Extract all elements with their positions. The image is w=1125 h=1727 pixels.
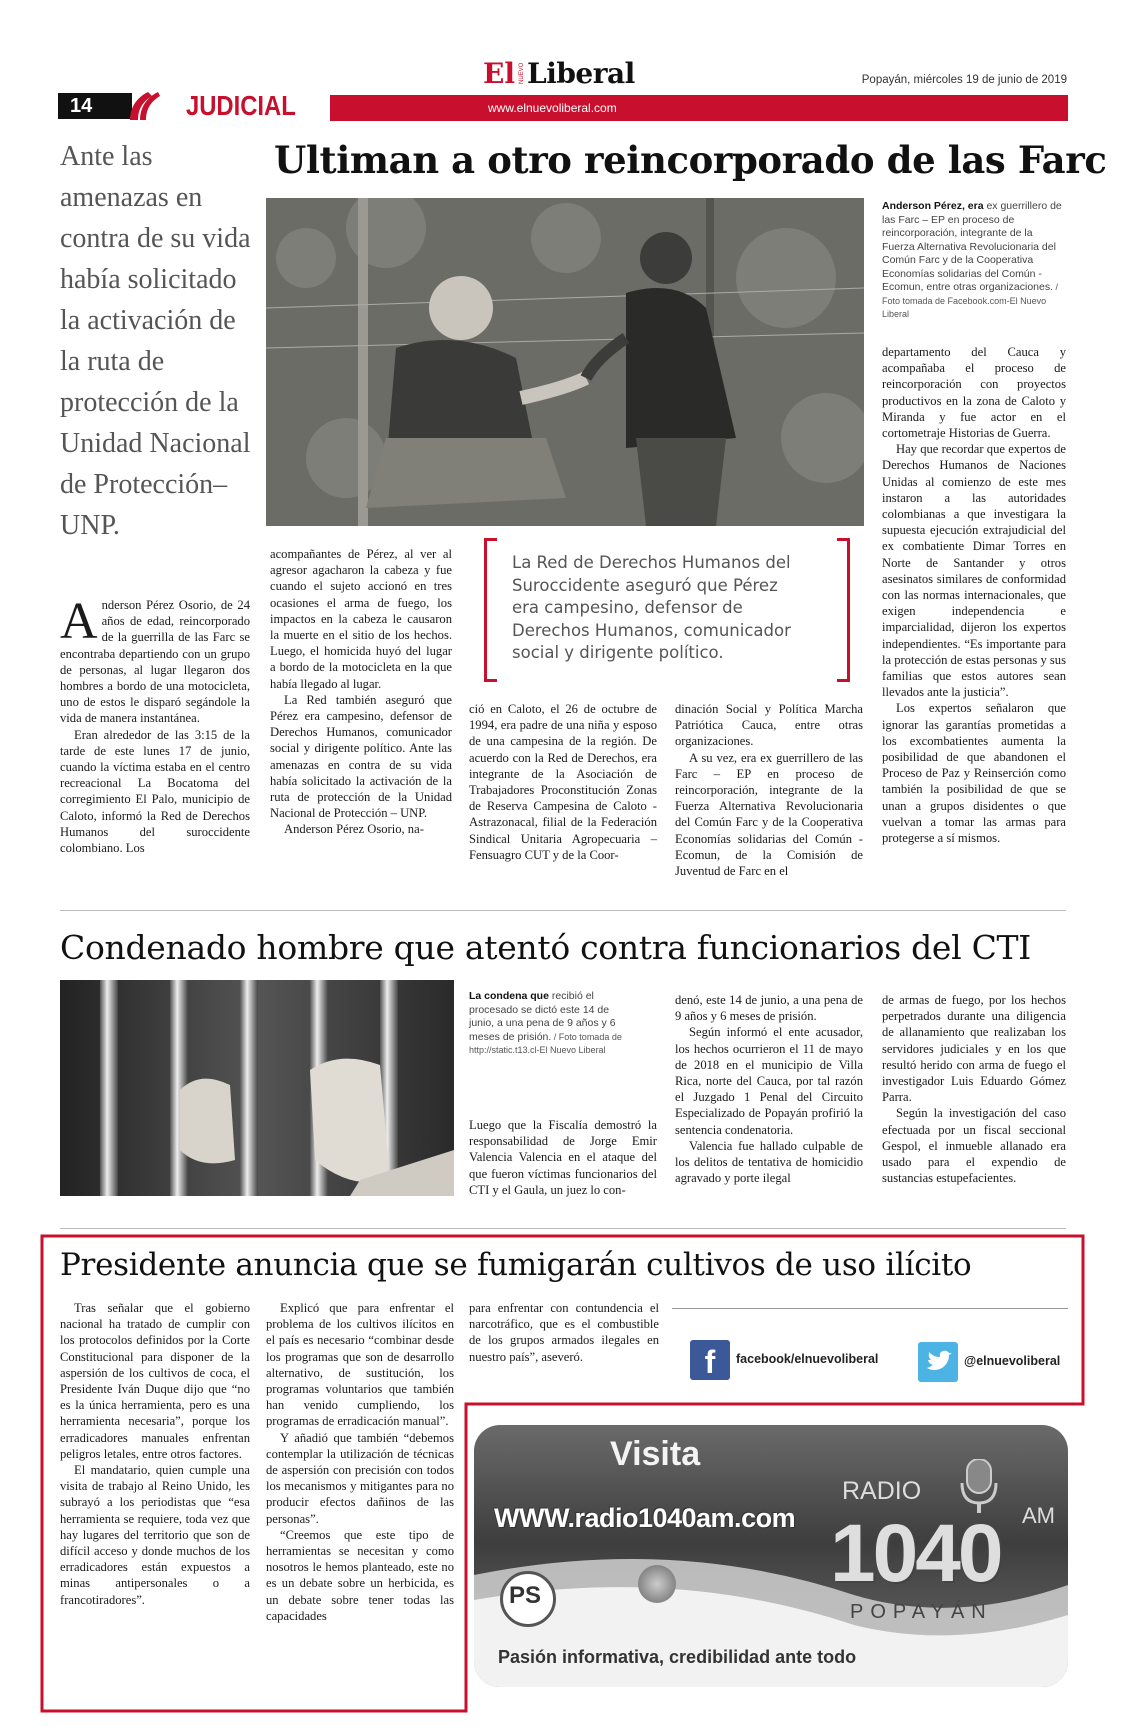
photo-credit: / Foto tomada de http://static.t13.cl-El Nuevo Liberal — [469, 1031, 622, 1055]
microphone-icon — [958, 1459, 1000, 1515]
paragraph: Tras señalar que el gobierno nacional ha tratado de cumplir con los protocolos definidos por la Corte Constitucional para disponer de la aspersión de los cultivos de coca, el Presidente Iván Duque dijo que “no es la única herramienta, pero es una herramienta necesaria”, porque los erradicadores manuales enfrentan peligros letales, entre otros factores. — [60, 1301, 250, 1461]
pullquote-side: Ante las amenazas en contra de su vida había solicitado la activación de la ruta de protección de la Unidad Nacional de Protección– UNP. — [60, 141, 251, 541]
paragraph: Luego que la Fiscalía demostró la responsabilidad de Jorge Emir Valencia Valencia en el ataque del que fueron víctimas funcionarios del CTI y el Gaula, un juez lo con- — [469, 1118, 657, 1197]
caption-lead: La condena que — [469, 990, 549, 1002]
paragraph: La Red también aseguró que Pérez era campesino, defensor de Derechos Humanos, comunicador social y dirigente político. Ante las amenazas en contra de su vida había solicitado la activación de la ruta de protección de la Unidad Nacional de Protección – UNP. — [270, 692, 452, 821]
section-title: JUDICIAL — [186, 90, 296, 121]
article-3-col-2 — [266, 1300, 454, 1624]
paragraph: “Creemos que este tipo de herramientas se necesitan y como nosotros le hemos planteado, este no es un debate sobre un herbicida, es un debate sobre tener todas las capacidades — [266, 1527, 454, 1623]
paragraph: Los expertos señalaron que ignorar las garantías prometidas a los excombatientes aumenta la posibilidad de que abandonen el Proceso de Paz y Reinserción como también la posibilidad de que se unan a grupos disidentes o que vuelvan a tomar las armas para protegerse a sí mismos. — [882, 701, 1066, 846]
caption-lead: Anderson Pérez, era — [882, 200, 984, 212]
facebook-handle: facebook/elnuevoliberal — [736, 1352, 879, 1366]
paragraph: de armas de fuego, por los hechos perpetrados durante una diligencia de allanamiento que realizaban los servidores judiciales y en los que resultó herido con arma de fuego el investigador Luis Eduardo Gómez Parra. — [882, 993, 1066, 1105]
radio-ad[interactable] — [474, 1425, 1068, 1687]
paragraph: A su vez, era ex guerrillero de las Farc – EP en proceso de reincorporación, integrante de la Fuerza Alternativa Revolucionaria del Común Farc y de la Cooperativa Economías solidarias del Común - Ecomun, de la Comisión de Juventud de Farc en el — [675, 750, 863, 879]
ad-visita: Visita — [610, 1435, 701, 1473]
ad-city: POPAYÁN — [850, 1601, 993, 1623]
paragraph: Explicó que para enfrentar el problema de los cultivos ilícitos en el país es necesario “combinar desde los programas que son de desarrollo alternativo, de sustitución, los programas voluntarios que también han venido cumpliendo, los programas de erradicación manual”. — [266, 1301, 454, 1429]
dateline: Popayán, miércoles 19 de junio de 2019 — [861, 74, 1067, 86]
article-3-col-1 — [60, 1300, 250, 1608]
paragraph: Según informó el ente acusador, los hechos ocurrieron el 11 de mayo de 2018 en el municipio de Villa Rica, norte del Cauca, por tal razón el Juzgado 1 Penal del Circuito Especializado de Popayán profirió la sentencia condenatoria. — [675, 1025, 863, 1137]
ad-am: AM — [1022, 1503, 1055, 1528]
paragraph: Según la investigación del caso efectuada por un fiscal seccional Gespol, el inmueble allanado era usado para el expendio de sustancias estupefacientes. — [882, 1106, 1066, 1186]
paragraph: dinación Social y Política Marcha Patriótica Cauca, entre otras organizaciones. — [675, 702, 863, 749]
box-quote-text: La Red de Derechos Humanos del Suroccidente aseguró que Pérez era campesino, defensor de Derechos Humanos, comunicador social y dirigente político. — [512, 553, 791, 662]
paragraph: nderson Pérez Osorio, de 24 años de edad, reincorporado de la guerrilla de las Farc se encontraba departiendo con un grupo de personas, al lugar llegaron dos hombres a bordo de una motocicleta, uno de estos le disparó segándole la vida de manera instantánea. — [60, 598, 250, 726]
photo-credit: / Foto tomada de Facebook.com-El Nuevo Liberal — [882, 282, 1059, 319]
ad-radio: RADIO — [842, 1477, 922, 1505]
headline-article-3: Presidente anuncia que se fumigarán cultivos de uso ilícito — [60, 1247, 972, 1283]
caption-text: recibió el procesado se dictó este 14 de junio, a una pena de 9 años y 6 meses de prisión. — [469, 990, 616, 1043]
article-3-col-3 — [469, 1300, 659, 1365]
paragraph: ció en Caloto, el 26 de octubre de 1994, era padre de una niña y esposo de una campesina de la región. De acuerdo con la Red de Derechos, era integrante de la Asociación de Trabajadores Proconstitución Zonas de Reserva Campesina de Caloto - Astrazonacal, filial de la Federación Sindical Unitaria Agropecuaria –Fensuagro CUT y de la Coor- — [469, 702, 657, 862]
ad-circle-icon — [638, 1565, 676, 1603]
paragraph: Valencia fue hallado culpable de los delitos de tentativa de homicidio agravado y porte ilegal — [675, 1138, 863, 1186]
paragraph: El mandatario, quien cumple una visita de trabajo al Reino Unido, les subrayó a los periodistas que “esa herramienta se requiere, toda vez que hay lugares del territorio que son de difícil acceso y donde muchos de los erradicadores están expuestos a minas antipersonales o a francotiradores”. — [60, 1463, 250, 1607]
ps-logo — [500, 1571, 556, 1627]
paragraph: departamento del Cauca y acompañaba el proceso de reincorporación con proyectos productivos en la zona de Caloto y Miranda y fue actor en el cortometraje Historias de Guerra. — [882, 345, 1066, 441]
dropcap: A — [60, 593, 98, 650]
paragraph: acompañantes de Pérez, al ver al agresor agacharon la cabeza y fue cuando el sujeto accionó en tres ocasiones el arma de fuego, los impactos en la cabeza le causaron la muerte en el sitio de los hechos. Luego, el homicida huyó del lugar a bordo de la motocicleta en la que había llegado al lugar. — [270, 547, 452, 691]
paragraph: para enfrentar con contundencia el narcotráfico, que es el combustible de los grupos armados ilegales en nuestro país”, aseveró. — [469, 1301, 659, 1364]
paragraph: Y añadió que también “debemos contemplar la utilización de técnicas de aspersión con precisión con todos los mecanismos y mitigantes para no producir efectos dañinos de las personas”. — [266, 1430, 454, 1526]
ps-logo-text: PS — [509, 1582, 542, 1609]
paragraph: Anderson Pérez Osorio, na- — [284, 822, 424, 837]
headline-article-2: Condenado hombre que atentó contra funcionarios del CTI — [60, 928, 1031, 967]
facebook-icon: f — [690, 1340, 730, 1380]
ad-url[interactable]: WWW.radio1040am.com — [494, 1503, 796, 1533]
ad-slogan: Pasión informativa, credibilidad ante todo — [498, 1647, 857, 1667]
logo-liberal: Liberal — [527, 57, 635, 90]
ad-frequency: 1040 — [830, 1508, 1001, 1599]
page-number: 14 — [70, 95, 93, 117]
twitter-icon — [918, 1342, 958, 1382]
divider — [672, 1308, 1068, 1309]
paragraph: denó, este 14 de junio, a una pena de 9 años y 6 meses de prisión. — [675, 993, 863, 1024]
twitter-link[interactable] — [918, 1342, 1068, 1382]
twitter-handle: @elnuevoliberal — [964, 1354, 1061, 1368]
facebook-link[interactable] — [690, 1340, 890, 1380]
logo-nuevo: NUEVO — [519, 62, 525, 84]
paragraph: Hay que recordar que expertos de Derechos Humanos de Naciones Unidas al comienzo de este mes instaron a las autoridades colombianas a que investigara la supuesta ejecución extrajudicial del ex combatiente Dimar Torres en Norte de Santander y otros asesinatos similares de conformidad con las normas internacionales, que exigen independencia e imparcialidad, dijeron los expertos independientes. “Es importante para la protección de estas personas y sus familias que estos autores sean llevados ante la justicia”. — [882, 442, 1066, 700]
headline-article-1: Ultiman a otro reincorporado de las Farc — [274, 138, 1107, 182]
logo-el: El — [483, 57, 515, 90]
website-link[interactable]: www.elnuevoliberal.com — [488, 101, 617, 115]
paragraph: Eran alrededor de las 3:15 de la tarde de este lunes 17 de junio, cuando la víctima estaba en el centro recreacional La Bocatoma del corregimiento El Palo, municipio de Caloto, informó la Red de Derechos Humanos del suroccidente colombiano. Los — [60, 727, 250, 856]
caption-text: ex guerrillero de las Farc – EP en proceso de reincorporación, integrante de la Fuerza Alternativa Revolucionaria del Común Farc y de la Cooperativa Economías solidarias del Común - Ecomun, entre otras organizaciones. — [882, 200, 1062, 293]
